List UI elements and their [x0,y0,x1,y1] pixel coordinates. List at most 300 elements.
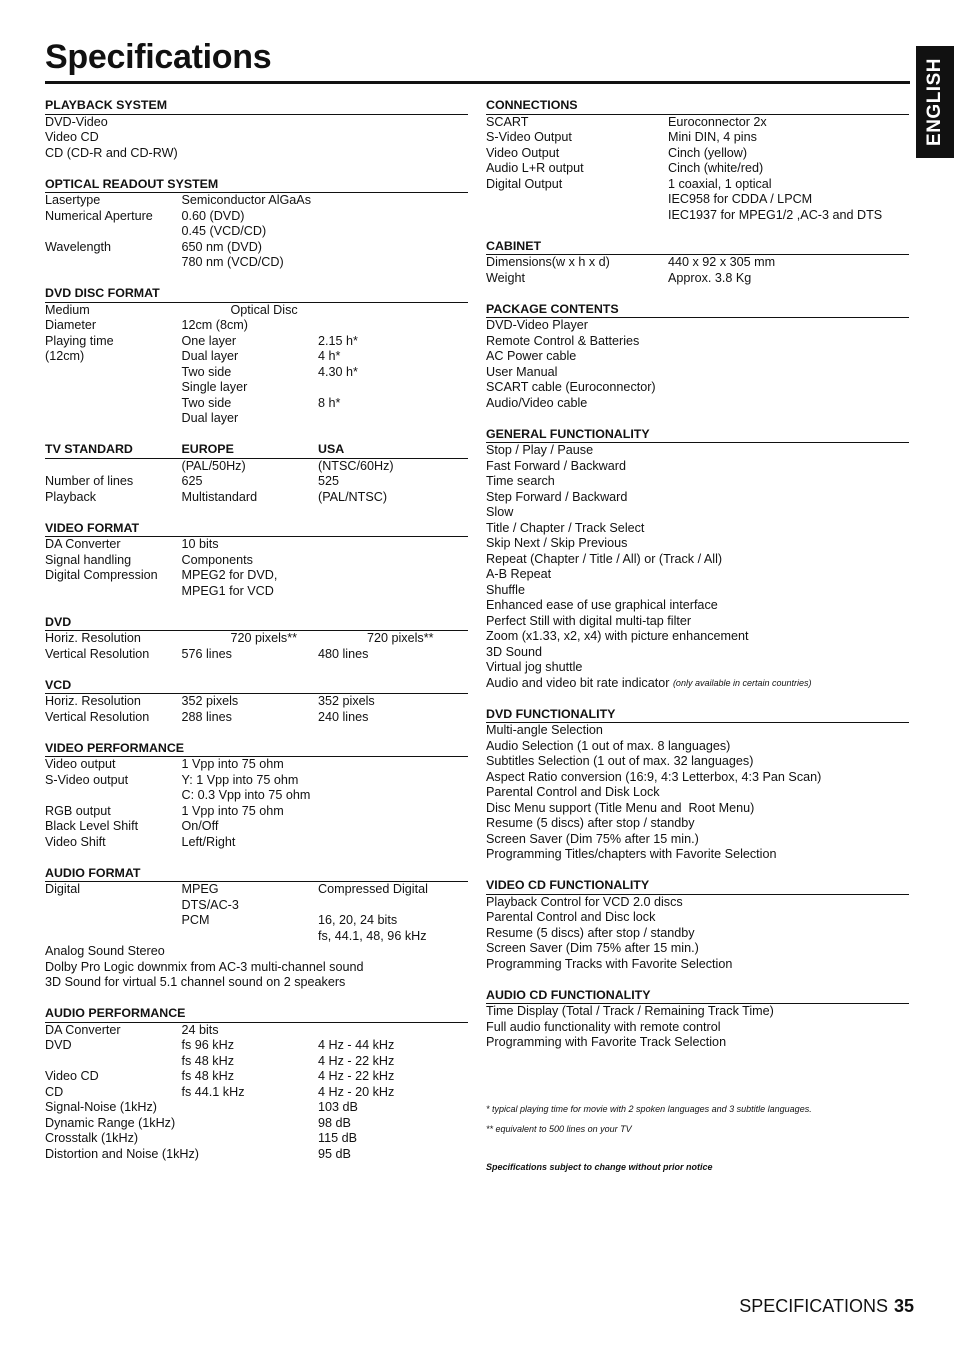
spec-label: SCART [486,114,529,129]
spec-row [45,146,468,162]
spec-label: Signal handling [45,552,132,567]
spec-value: Mini DIN, 4 pins [668,130,757,144]
spec-value: 4 Hz - 22 kHz [318,1069,395,1083]
section-subtitle: USA [318,442,345,456]
section-heading [45,521,468,538]
spec-value: 0.60 (DVD) [181,208,245,223]
spec-row [45,1100,468,1116]
spec-row [486,115,909,131]
spec-value: MPEG1 for VCD [181,583,274,598]
spec-row [486,505,909,521]
spec-label: Black Level Shift [45,819,139,833]
spec-section [486,988,909,1051]
spec-section [486,878,909,972]
spec-label [45,898,182,914]
spec-text: Video CD [45,130,99,144]
spec-row [45,1131,468,1147]
section-title: VIDEO CD FUNCTIONALITY [486,878,650,892]
spec-row [486,271,909,287]
spec-row [486,629,909,645]
spec-value [182,1131,319,1147]
spec-row [486,318,909,334]
spec-value: IEC1937 for MPEG1/2 ,AC-3 and DTS [668,207,883,222]
spec-text: Full audio functionality with remote control [486,1019,721,1034]
spec-row [486,1020,909,1036]
spec-row [45,1147,468,1163]
spec-row [45,710,468,726]
spec-row [45,411,468,427]
spec-row [45,1069,468,1085]
spec-value: (PAL/50Hz) [181,458,246,473]
page-footer [739,1296,914,1317]
spec-value: Dual layer [181,349,239,363]
section-heading [45,678,468,695]
spec-row [45,568,468,584]
spec-row [486,723,909,739]
spec-value: 480 lines [318,646,369,661]
spec-value: 98 dB [318,1115,351,1130]
spec-row [486,645,909,661]
spec-label: Dynamic Range (1kHz) [45,1115,176,1130]
spec-value: Two side [181,364,232,379]
spec-label: Digital Compression [45,568,158,582]
spec-row [486,1035,909,1051]
spec-text: Slow [486,505,514,519]
spec-text: DVD-Video Player [486,318,588,332]
spec-value: 16, 20, 24 bits [318,913,398,927]
spec-value: 4 h* [318,349,341,363]
spec-value: Left/Right [181,834,236,849]
spec-label: Digital Output [486,176,563,191]
section-subtitle: EUROPE [181,442,234,456]
spec-value: Components [181,552,253,567]
spec-section [45,741,468,851]
spec-text: Time search [486,474,555,488]
spec-section [486,239,909,287]
spec-text: Programming with Favorite Track Selection [486,1035,727,1049]
spec-row [45,474,468,490]
spec-label: Distortion and Noise (1kHz) [45,1146,199,1161]
spec-section [45,866,468,991]
spec-label: Audio L+R output [486,161,584,175]
spec-text: Perfect Still with digital multi-tap filter [486,613,692,628]
spec-value: Compressed Digital [318,882,428,896]
section-heading [486,707,909,724]
spec-row [486,1004,909,1020]
section-heading [486,988,909,1005]
spec-label [45,411,182,427]
spec-text: Stop / Play / Pause [486,443,594,457]
spec-row [486,177,909,193]
spec-row [45,1116,468,1132]
spec-value: 525 [318,474,340,488]
spec-row [486,349,909,365]
spec-value: Two side [181,395,232,410]
spec-row [45,898,468,914]
spec-row [45,537,468,553]
spec-label: Crosstalk (1kHz) [45,1131,139,1145]
spec-row [486,739,909,755]
spec-text: Title / Chapter / Track Select [486,520,645,535]
spec-row [45,1038,468,1054]
spec-row [45,788,468,804]
page-number: 35 [893,1296,914,1316]
spec-section [45,1006,468,1162]
spec-text: Parental Control and Disc lock [486,910,656,924]
spec-section [486,707,909,863]
page-title: Specifications [45,38,272,76]
spec-value: Single layer [181,380,248,394]
spec-value [182,1116,319,1132]
spec-row [486,926,909,942]
spec-value: Approx. 3.8 Kg [668,270,752,285]
disclaimer: Specifications subject to change without prior notice [486,1162,713,1172]
spec-row [486,583,909,599]
spec-row [486,490,909,506]
spec-label [45,365,182,381]
spec-value: 0.45 (VCD/CD) [181,224,267,238]
right-column [486,98,909,1066]
spec-row [486,474,909,490]
spec-label: DVD [45,1038,72,1052]
spec-label: Weight [486,270,525,285]
section-heading [45,615,468,632]
spec-row [486,521,909,537]
spec-section [486,98,909,223]
spec-label: S-Video output [45,772,129,787]
spec-row [486,957,909,973]
spec-label: (12cm) [45,349,85,363]
spec-label: Playing time [45,333,114,348]
spec-row [45,929,468,945]
spec-text: Resume (5 discs) after stop / standby [486,816,695,830]
spec-text: Virtual jog shuttle [486,660,583,674]
section-heading [486,427,909,444]
spec-text: Time Display (Total / Track / Remaining Track Time) [486,1004,774,1018]
spec-value: Cinch (white/red) [668,161,764,175]
footnote-resolution: ** equivalent to 500 lines on your TV [486,1124,632,1134]
spec-value: 24 bits [181,1022,219,1037]
section-title: PACKAGE CONTENTS [486,301,619,316]
spec-section [486,427,909,692]
spec-value: 625 [181,474,203,488]
spec-section [45,442,468,505]
spec-label [45,396,182,412]
section-title: CABINET [486,238,542,253]
spec-label [45,224,182,240]
spec-note: (only available in certain countries) [672,677,812,688]
spec-label: Playback [45,489,97,504]
spec-section [486,302,909,412]
spec-row [486,676,909,692]
spec-text: Analog Sound Stereo [45,944,165,958]
spec-text: Audio and video bit rate indicator [486,675,673,690]
spec-text: Parental Control and Disk Lock [486,785,660,799]
spec-row [45,944,468,960]
language-tab [916,46,954,158]
spec-value: 4.30 h* [318,364,358,379]
spec-row [486,208,909,224]
spec-row [45,209,468,225]
spec-text: Zoom (x1.33, x2, x4) with picture enhancement [486,629,749,643]
spec-row [486,832,909,848]
spec-value: Semiconductor AlGaAs [181,193,311,207]
spec-row [45,757,468,773]
spec-value: 2.15 h* [318,333,358,348]
spec-row [45,913,468,929]
spec-text: Remote Control & Batteries [486,333,640,348]
spec-row [486,130,909,146]
spec-value: 440 x 92 x 305 mm [668,255,776,269]
section-heading [486,302,909,319]
spec-row [486,660,909,676]
spec-value: Euroconnector 2x [668,114,767,129]
spec-label [45,913,182,929]
section-heading [45,286,468,303]
spec-text: Aspect Ratio conversion (16:9, 4:3 Letterbox, 4:3 Pan Scan) [486,769,822,784]
spec-section [45,678,468,726]
spec-label: Horiz. Resolution [45,694,141,708]
spec-row [486,847,909,863]
spec-label: Digital [45,882,80,896]
spec-row [486,801,909,817]
spec-row [486,459,909,475]
spec-text: Enhanced ease of use graphical interface [486,598,718,612]
spec-text: Programming Tracks with Favorite Selection [486,956,733,971]
spec-row [45,490,468,506]
spec-value: 95 dB [318,1146,351,1161]
section-title: PLAYBACK SYSTEM [45,98,168,112]
spec-text: Step Forward / Backward [486,489,628,504]
spec-text: User Manual [486,364,558,379]
section-title: DVD [45,614,72,629]
spec-row [486,552,909,568]
spec-text: Multi-angle Selection [486,723,603,737]
spec-value: One layer [181,333,237,348]
section-title: VIDEO PERFORMANCE [45,740,185,755]
spec-row [45,459,468,475]
spec-row [486,770,909,786]
spec-row [45,553,468,569]
spec-value: IEC958 for CDDA / LPCM [668,192,813,206]
spec-row [486,895,909,911]
spec-value: 288 lines [181,709,232,724]
section-title: AUDIO CD FUNCTIONALITY [486,987,651,1002]
spec-label: DA Converter [45,1022,121,1037]
spec-row [45,255,468,271]
spec-row [486,365,909,381]
spec-row [45,303,468,319]
spec-row [486,334,909,350]
spec-row [486,754,909,770]
spec-row [486,598,909,614]
spec-value: 720 pixels** [318,631,434,645]
spec-value: 650 nm (DVD) [181,239,262,254]
spec-label [45,788,182,804]
spec-value: 4 Hz - 20 kHz [318,1084,395,1099]
spec-value: On/Off [181,819,219,833]
spec-text: Audio/Video cable [486,395,588,410]
spec-text: 3D Sound for virtual 5.1 channel sound on 2 speakers [45,975,346,989]
spec-text: DVD-Video [45,114,108,129]
spec-row [45,115,468,131]
spec-row [45,224,468,240]
section-title: DVD FUNCTIONALITY [486,706,616,721]
section-title: DVD DISC FORMAT [45,286,160,300]
section-title: VCD [45,677,72,692]
spec-label [45,584,182,600]
spec-row [486,161,909,177]
spec-value: fs 48 kHz [181,1069,234,1083]
spec-text: Disc Menu support (Title Menu and Root Menu) [486,800,755,815]
spec-value: Dual layer [181,411,239,425]
spec-row [45,130,468,146]
spec-text: Programming Titles/chapters with Favorite Selection [486,847,777,861]
spec-label: Video Output [486,145,560,160]
spec-value: 240 lines [318,709,369,724]
spec-row [45,819,468,835]
spec-label [45,255,182,271]
spec-label: CD [45,1084,64,1099]
spec-row [486,785,909,801]
spec-row [45,318,468,334]
spec-label: Numerical Aperture [45,208,153,223]
section-heading [45,177,468,194]
spec-value: fs, 44.1, 48, 96 kHz [318,928,427,943]
spec-label: RGB output [45,803,111,818]
spec-row [45,804,468,820]
spec-value: MPEG [181,882,219,896]
spec-value: Optical Disc [181,302,298,317]
spec-value: 103 dB [318,1100,358,1114]
spec-label: Number of lines [45,474,134,488]
spec-value: 1 Vpp into 75 ohm [181,803,284,818]
spec-label: Medium [45,302,90,317]
footnotes [486,1103,812,1143]
spec-section [45,286,468,427]
spec-row [486,255,909,271]
spec-text: Dolby Pro Logic downmix from AC-3 multi-channel sound [45,959,364,974]
section-title: AUDIO PERFORMANCE [45,1006,186,1020]
spec-row [45,584,468,600]
spec-label: Vertical Resolution [45,709,150,724]
title-divider [45,81,910,84]
spec-row [45,193,468,209]
spec-text: Repeat (Chapter / Title / All) or (Track / All) [486,551,723,566]
spec-label: Video Shift [45,834,106,849]
spec-text: A-B Repeat [486,567,552,581]
spec-label: Vertical Resolution [45,646,150,661]
spec-label: S-Video Output [486,130,572,144]
footnote-playing-time: * typical playing time for movie with 2 spoken languages and 3 subtitle languages. [486,1104,812,1114]
section-title: AUDIO FORMAT [45,865,141,880]
spec-value: 10 bits [181,537,219,551]
spec-value: 4 Hz - 44 kHz [318,1038,395,1052]
spec-value [182,1100,319,1116]
spec-label: Dimensions(w x h x d) [486,255,610,269]
spec-row [45,975,468,991]
spec-section [45,615,468,663]
spec-row [45,631,468,647]
spec-label: DA Converter [45,537,121,551]
spec-label: Video output [45,757,116,771]
section-title: GENERAL FUNCTIONALITY [486,426,650,441]
section-heading [486,239,909,256]
section-heading [45,98,468,115]
spec-value [182,929,319,945]
spec-value: 12cm (8cm) [181,318,248,332]
spec-label: Diameter [45,318,97,332]
spec-value: MPEG2 for DVD, [181,568,278,582]
spec-row [486,396,909,412]
spec-label: Lasertype [45,193,101,207]
spec-label [486,192,668,208]
spec-row [486,910,909,926]
spec-label [45,459,182,475]
spec-row [45,694,468,710]
spec-row [45,334,468,350]
spec-row [45,960,468,976]
spec-row [45,882,468,898]
spec-value: 8 h* [318,395,341,410]
left-column [45,98,468,1178]
spec-label [486,208,668,224]
spec-label [45,929,182,945]
section-heading [486,878,909,895]
section-heading [45,741,468,758]
spec-value: (PAL/NTSC) [318,489,388,504]
spec-text: Shuffle [486,582,525,597]
spec-value: (NTSC/60Hz) [318,458,394,473]
spec-row [45,380,468,396]
spec-value: fs 48 kHz [181,1053,234,1068]
section-heading [45,866,468,883]
spec-text: Skip Next / Skip Previous [486,536,628,550]
spec-text: Playback Control for VCD 2.0 discs [486,894,683,909]
section-heading [45,1006,468,1023]
spec-row [486,192,909,208]
spec-row [486,941,909,957]
spec-value: 1 coaxial, 1 optical [668,176,772,191]
spec-text: Screen Saver (Dim 75% after 15 min.) [486,831,699,846]
spec-row [486,380,909,396]
section-heading [486,98,909,115]
spec-row [45,773,468,789]
spec-row [45,396,468,412]
section-heading [45,442,468,459]
spec-section [45,521,468,600]
spec-value: 1 Vpp into 75 ohm [181,757,284,771]
spec-text: Screen Saver (Dim 75% after 15 min.) [486,941,699,955]
spec-row [45,1023,468,1039]
spec-text: 3D Sound [486,644,543,659]
spec-value: 4 Hz - 22 kHz [318,1053,395,1068]
spec-row [45,240,468,256]
spec-row [45,835,468,851]
spec-value: 352 pixels [181,694,239,708]
section-title: OPTICAL READOUT SYSTEM [45,176,219,191]
spec-text: AC Power cable [486,349,577,363]
spec-value: fs 96 kHz [181,1038,234,1052]
spec-text: CD (CD-R and CD-RW) [45,145,178,160]
section-title: TV STANDARD [45,442,133,456]
spec-value: Cinch (yellow) [668,145,748,160]
spec-value: fs 44.1 kHz [181,1084,245,1099]
spec-row [45,349,468,365]
spec-row [486,443,909,459]
spec-value: Y: 1 Vpp into 75 ohm [181,772,299,787]
spec-row [486,146,909,162]
